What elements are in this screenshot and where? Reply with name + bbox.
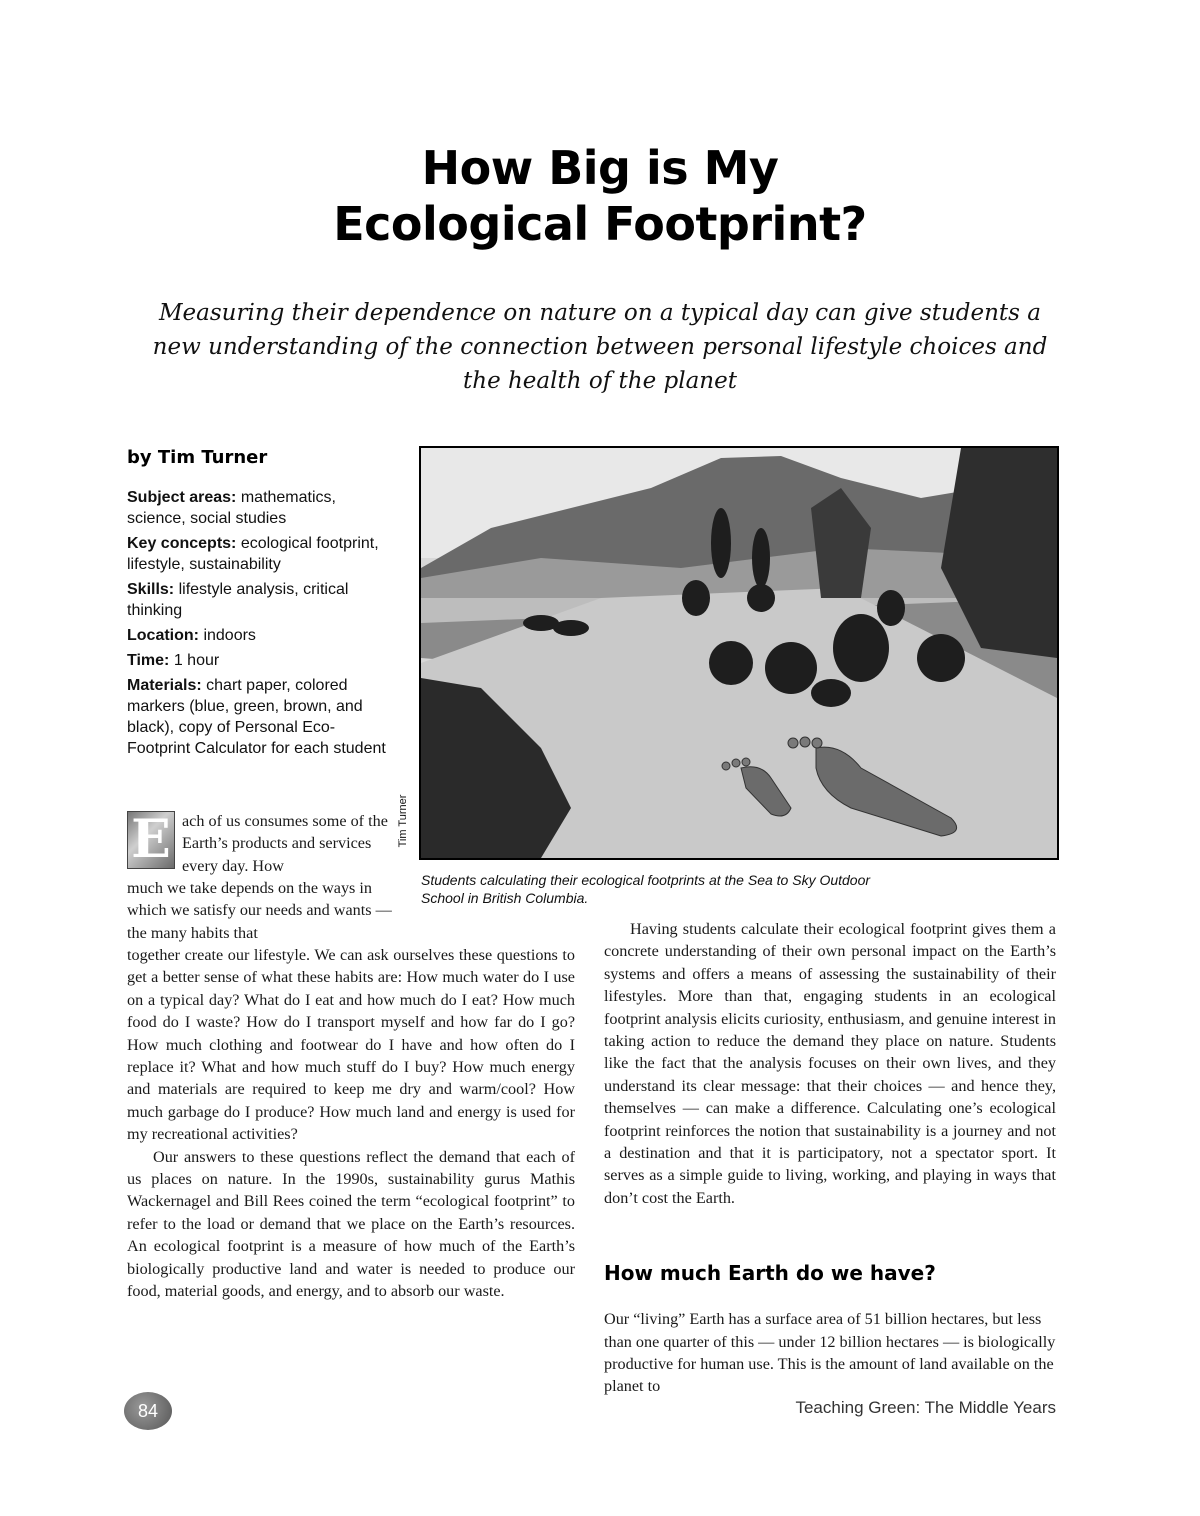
meta-location-value: indoors xyxy=(199,627,256,644)
article-photo xyxy=(419,446,1059,860)
meta-time-value: 1 hour xyxy=(169,652,220,669)
meta-materials xyxy=(127,675,397,759)
meta-concepts-label: Key concepts: xyxy=(127,535,237,552)
meta-subject-value: mathematics, science, social studies xyxy=(127,489,336,527)
section-heading: How much Earth do we have? xyxy=(604,1261,936,1285)
meta-materials-value: chart paper, colored markers (blue, green, brown, and black), copy of Personal Eco-Footprint Calculator for each student xyxy=(127,677,386,757)
meta-time xyxy=(127,650,397,671)
title-line-2: Ecological Footprint? xyxy=(333,197,867,251)
footer-book-title: Teaching Green: The Middle Years xyxy=(795,1398,1056,1417)
lesson-metadata xyxy=(127,487,397,763)
photo-illustration xyxy=(421,448,1057,858)
meta-materials-label: Materials: xyxy=(127,677,202,694)
article-subtitle: Measuring their dependence on nature on a typical day can give students a new understanding of the connection between personal lifestyle choices and the health of the planet xyxy=(152,300,1048,394)
paragraph: Our answers to these questions reflect the demand that each of us places on nature. In the 1990s, sustainability gurus Mathis Wackernagel and Bill Rees coined the term “ecological footprint” to refer to the load or demand that we place on the Earth’s resources. An ecological footprint is a measure of how much of the Earth’s biologically productive land and water is needed to produce our food, material goods, and energy, and to absorb our waste. xyxy=(127,1147,575,1301)
meta-concepts-value: ecological footprint, lifestyle, sustainability xyxy=(127,535,379,573)
meta-skills xyxy=(127,579,397,621)
meta-location-label: Location: xyxy=(127,627,199,644)
meta-concepts xyxy=(127,533,397,575)
meta-skills-value: lifestyle analysis, critical thinking xyxy=(127,581,349,619)
intro-text-top: ach of us consumes some of the Earth’s products and services every day. How xyxy=(182,812,388,875)
column-2-section-body xyxy=(604,1292,1056,1414)
photo-credit-text: Tim Turner xyxy=(397,794,409,848)
meta-subject xyxy=(127,487,397,529)
intro-text-wrap: much we take depends on the ways in which we satisfy our needs and wants — the many habits that xyxy=(127,879,392,942)
title-line-1: How Big is My xyxy=(421,141,779,195)
page-number-badge: 84 xyxy=(124,1392,172,1430)
paragraph: together create our lifestyle. We can ask ourselves these questions to get a better sense of what these habits are: How much water do I use on a typical day? What do I eat and how much do I eat? How much food do I waste? How do I transport myself and how far do I go? How much clothing and footwear do I have and how often do I replace it? What and how much stuff do I buy? How much energy and materials are required to keep me dry and warm/cool? How much garbage do I produce? How much land and energy is used for my recreational activities? xyxy=(127,946,575,1144)
paragraph: Having students calculate their ecological footprint gives them a concrete understanding of their own personal impact on the Earth’s systems and offers a means of assessing the sustainability of their lifestyles. More than that, engaging students in an ecological footprint analysis elicits curiosity, enthusiasm, and genuine interest in taking action to reduce the demand they place on nature. Students like the fact that the analysis focuses on their own lives, and they understand its clear message: that their choices — and hence they, themselves — can make a difference. Calculating one’s ecological footprint reinforces the notion that sustainability is a journey and not a destination and that it is participatory, not a spectator sport. It serves as a simple guide to living, working, and playing in ways that don’t cost the Earth. xyxy=(604,920,1056,1207)
paragraph: Our “living” Earth has a surface area of 51 billion hectares, but less than one quarter of this — under 12 billion hectares — is biologically productive for human use. This is the amount of land available on the planet to xyxy=(604,1310,1056,1396)
meta-time-label: Time: xyxy=(127,652,170,669)
meta-skills-label: Skills: xyxy=(127,581,175,598)
column-1-body xyxy=(127,944,575,1303)
meta-location xyxy=(127,625,397,646)
photo-caption: Students calculating their ecological footprints at the Sea to Sky Outdoor School in British Columbia. xyxy=(421,872,871,906)
column-2-body xyxy=(604,918,1056,1209)
meta-subject-label: Subject areas: xyxy=(127,489,237,506)
byline: by Tim Turner xyxy=(127,447,268,468)
drop-cap: E xyxy=(127,811,175,869)
article-title xyxy=(0,140,1200,252)
